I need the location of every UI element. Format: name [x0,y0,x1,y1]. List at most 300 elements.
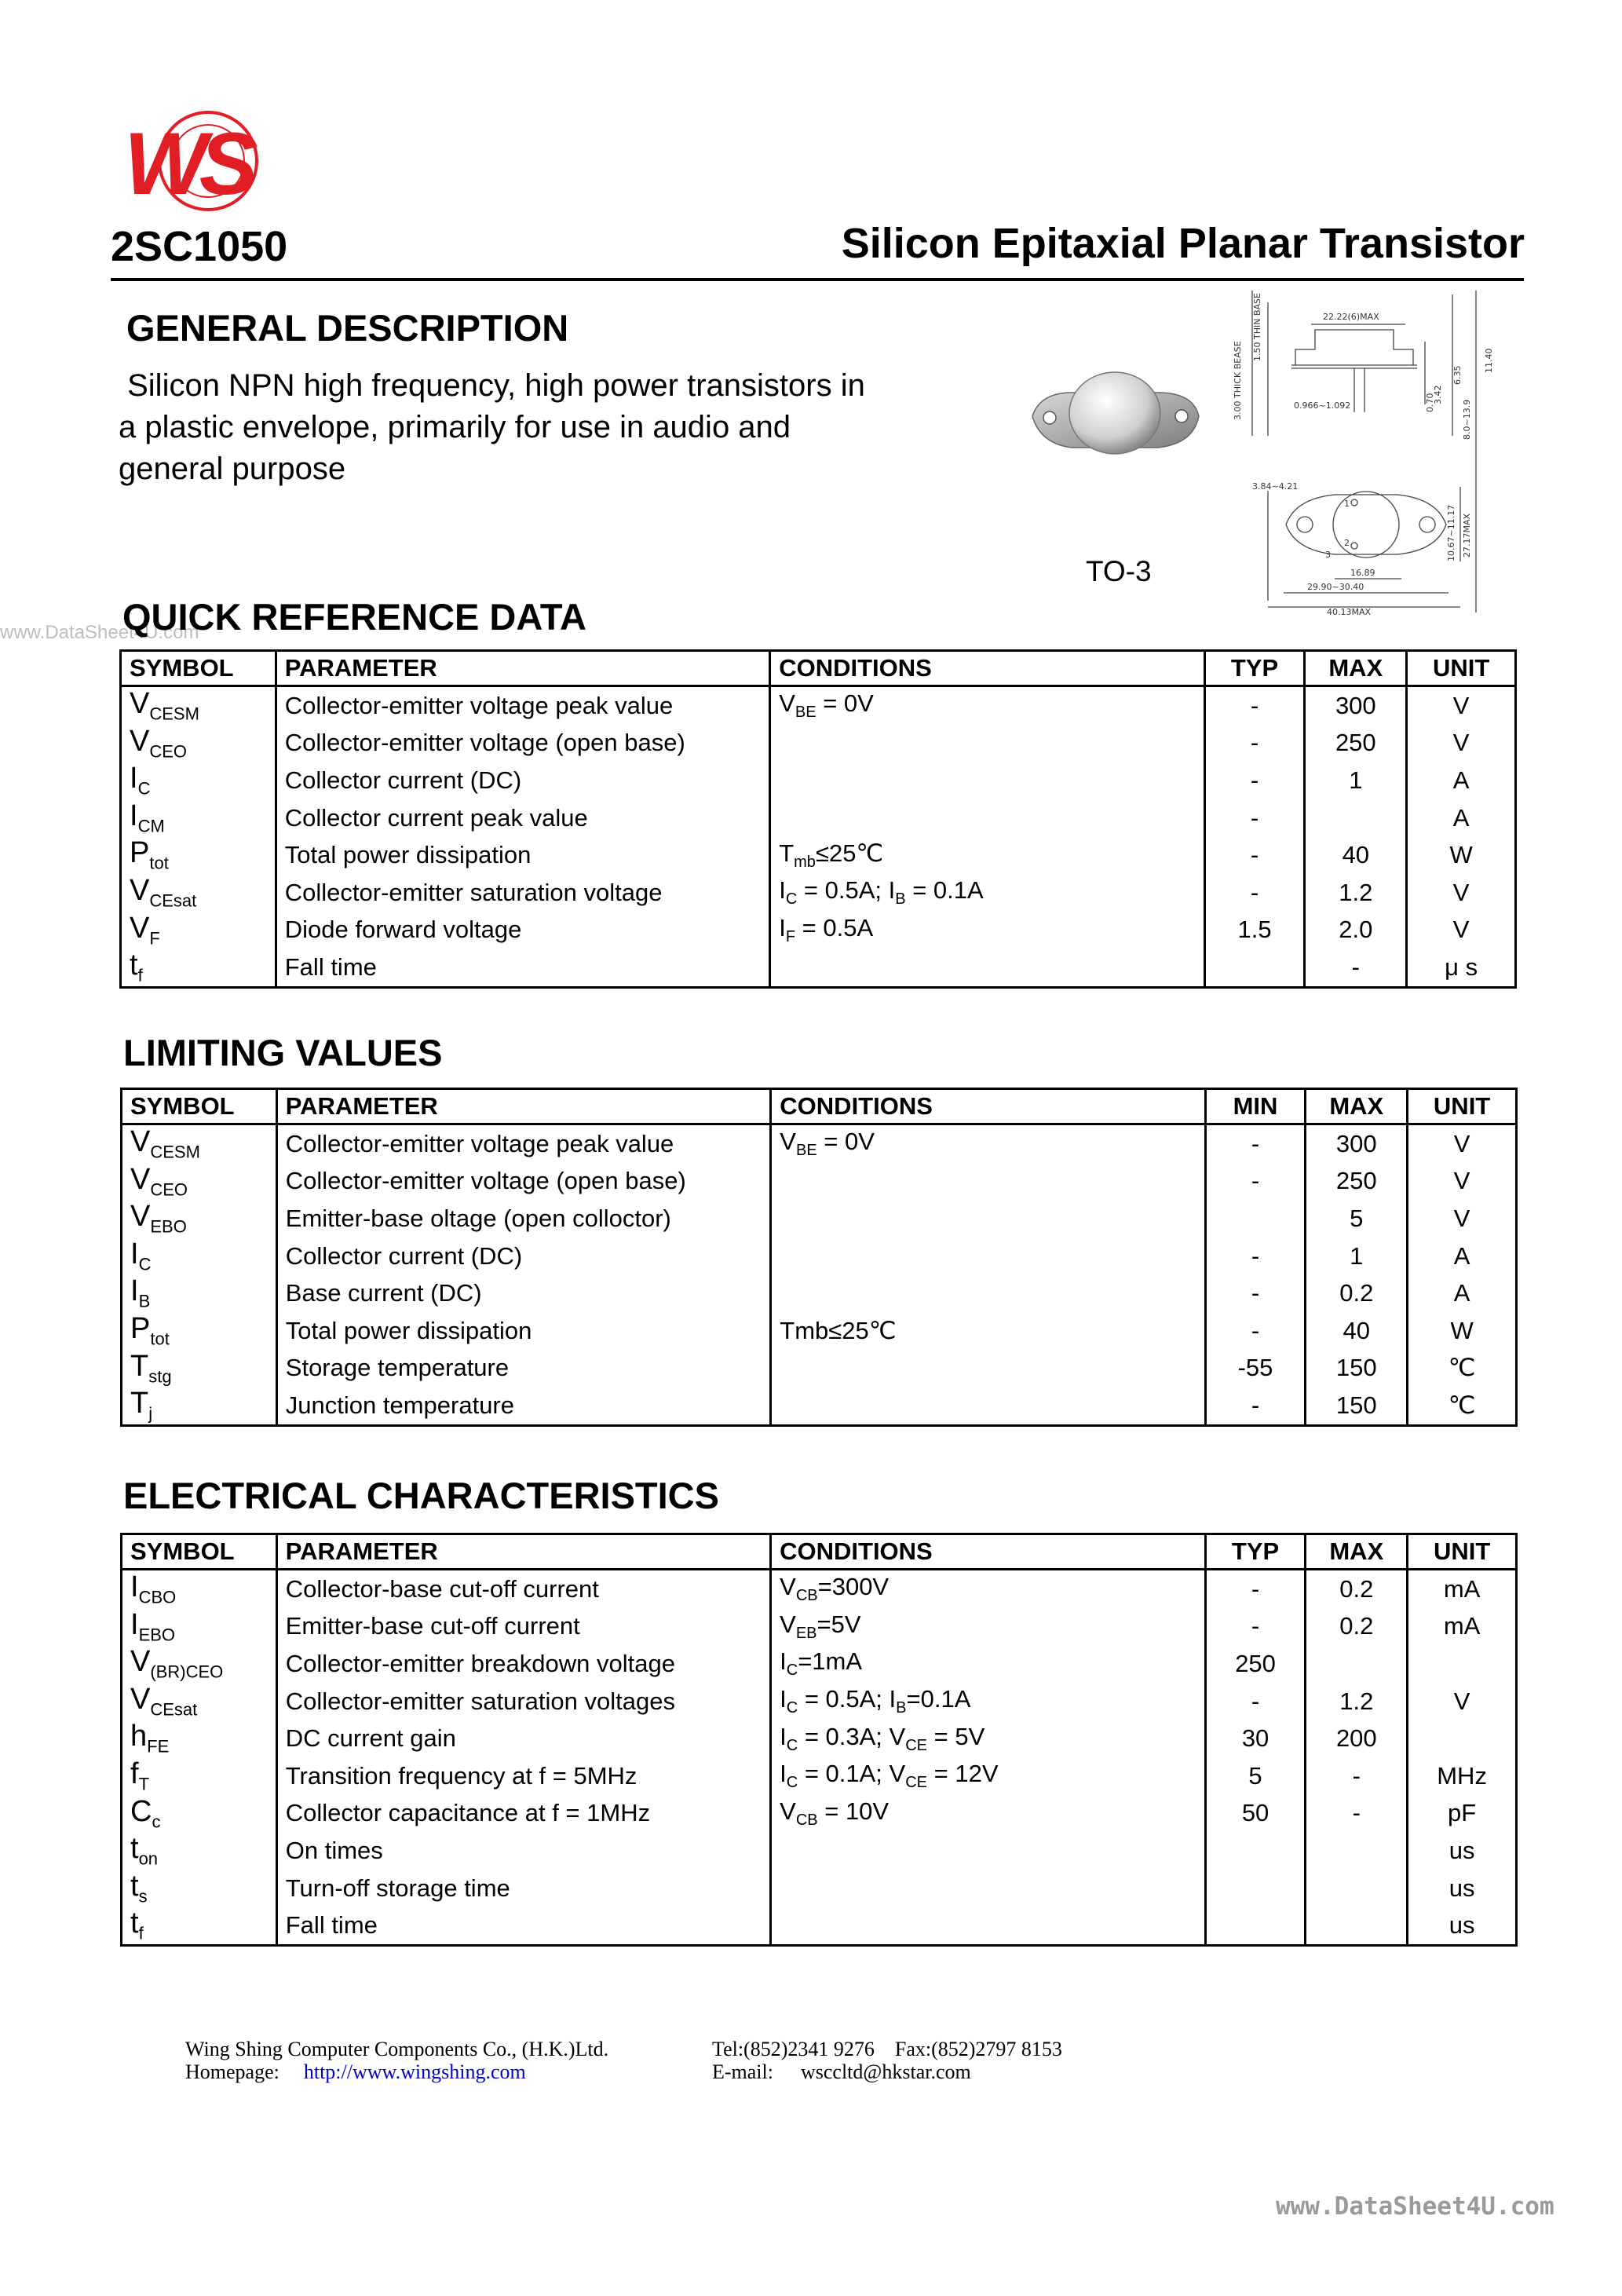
condition-text: = 0.5A; I [797,876,896,905]
parameter-cell: Emitter-base cut-off current [276,1608,770,1646]
conditions-cell [771,1163,1205,1201]
parameter-cell: Collector-emitter voltage (open base) [276,1163,771,1201]
conditions-cell [771,1907,1206,1945]
symbol-letter: I [130,799,138,832]
value-cell: - [1205,1124,1306,1163]
general-description-text [119,365,943,490]
limiting-values-table [120,1088,1518,1427]
condition-text: = 0V [816,1128,875,1156]
symbol-cell [121,836,276,874]
package-label: TO-3 [1086,555,1152,587]
condition-subscript: BE [795,1142,817,1160]
unit-cell: mA [1408,1608,1517,1646]
column-header: TYP [1204,651,1305,686]
symbol-cell [122,1870,277,1907]
table-row [121,912,1516,949]
symbol-letter: I [130,1607,139,1641]
table-row [122,1645,1517,1683]
column-header: CONDITIONS [771,1534,1206,1570]
table-row [122,1350,1517,1387]
symbol-letter: V [130,1645,151,1679]
value-cell: 0.2 [1306,1570,1408,1608]
condition-text: = 0.1A; V [798,1760,906,1788]
value-cell [1205,1907,1306,1945]
value-cell: 1.2 [1306,1683,1408,1720]
conditions-cell [771,1238,1205,1275]
dim-label: 10.67~11.17 [1446,504,1456,561]
condition-subscript: CB [795,1811,818,1829]
unit-cell: MHz [1408,1757,1517,1795]
unit-cell: μ s [1407,949,1516,987]
condition-text: T [779,839,795,867]
value-cell: 30 [1205,1720,1306,1757]
value-cell: 1 [1305,762,1407,799]
value-cell: - [1205,1387,1306,1425]
value-cell: 50 [1205,1795,1306,1833]
company-name: Wing Shing Computer Components Co., (H.K.)Ltd. [185,2038,609,2060]
conditions-cell [771,1720,1206,1757]
dim-label: 6.35 [1452,365,1463,385]
value-cell: 0.2 [1306,1608,1408,1646]
description-line: Silicon NPN high frequency, high power transistors in [119,368,865,403]
condition-subscript: C [785,890,798,909]
symbol-cell [122,1124,277,1163]
value-cell: - [1204,836,1305,874]
condition-text: = 12V [927,1760,999,1788]
column-header: UNIT [1408,1089,1517,1124]
table-row [122,1720,1517,1757]
symbol-subscript: tot [150,1329,170,1349]
logo-ring-graphic [118,106,267,216]
symbol-cell [122,1274,277,1312]
symbol-subscript: stg [148,1366,172,1387]
value-cell [1205,1870,1306,1907]
symbol-letter: V [130,1682,151,1716]
unit-cell: ℃ [1408,1350,1517,1387]
value-cell [1306,1907,1408,1945]
column-header: MIN [1205,1089,1306,1124]
symbol-letter: V [130,1200,151,1234]
symbol-cell [122,1832,277,1870]
conditions-cell [771,1570,1206,1608]
unit-cell: V [1408,1200,1517,1238]
condition-subscript: C [786,1736,798,1754]
value-cell: 200 [1306,1720,1408,1757]
email-label: E-mail: [712,2060,773,2083]
symbol-letter: P [130,1311,151,1345]
condition-text: = 5V [927,1722,985,1750]
parameter-cell: Collector-emitter saturation voltages [276,1683,770,1720]
value-cell: 40 [1305,836,1407,874]
symbol-cell [121,725,276,762]
condition-text: =300V [817,1573,890,1601]
symbol-cell [122,1163,277,1201]
value-cell: - [1204,799,1305,837]
symbol-letter: t [130,1832,139,1866]
value-cell: 250 [1205,1645,1306,1683]
column-header: UNIT [1408,1534,1517,1570]
unit-cell: us [1408,1870,1517,1907]
symbol-subscript: T [138,1774,150,1794]
dim-label: 3.84~4.21 [1252,481,1299,492]
parameter-cell: Diode forward voltage [276,912,769,949]
general-description-title: GENERAL DESCRIPTION [126,307,569,349]
dim-label: 27.17MAX [1462,513,1472,558]
condition-text: V [780,1128,796,1156]
dim-label: 3.42 [1433,385,1443,404]
unit-cell: W [1407,836,1516,874]
table-row [122,1274,1517,1312]
parameter-cell: Collector-base cut-off current [276,1570,770,1608]
symbol-subscript: FE [147,1736,170,1757]
symbol-subscript: (BR)CEO [150,1662,224,1682]
conditions-cell [770,799,1204,837]
symbol-cell [121,686,276,725]
table-row [122,1238,1517,1275]
parameter-cell: On times [276,1832,770,1870]
column-header: PARAMETER [276,1089,771,1124]
email-address: wsccltd@hkstar.com [800,2060,971,2083]
symbol-cell [121,912,276,949]
table-row [122,1683,1517,1720]
symbol-subscript: CEsat [150,1699,198,1720]
table-row [121,949,1516,987]
parameter-cell: Fall time [276,949,769,987]
condition-text: =0.1A [906,1684,971,1713]
conditions-cell [771,1387,1205,1425]
unit-cell [1408,1720,1517,1757]
condition-text: ≤25℃ [815,839,884,867]
symbol-cell [122,1757,277,1795]
symbol-letter: T [130,1349,149,1383]
value-cell: 300 [1306,1124,1408,1163]
conditions-cell [771,1200,1205,1238]
symbol-letter: V [130,1125,151,1158]
parameter-cell: Fall time [276,1907,770,1945]
condition-subscript: CB [795,1587,818,1605]
condition-text: I [780,1722,787,1750]
symbol-subscript: EBO [150,1216,187,1237]
value-cell: 150 [1306,1387,1408,1425]
value-cell: - [1205,1163,1306,1201]
dim-label: 22.22(6)MAX [1323,312,1379,322]
symbol-subscript: CM [137,816,165,836]
condition-subscript: EB [795,1624,817,1642]
symbol-letter: C [130,1794,152,1828]
conditions-cell [771,1645,1206,1683]
homepage-link[interactable]: http://www.wingshing.com [303,2060,526,2083]
symbol-subscript: CEO [149,741,188,762]
footer-company-block [185,2038,608,2083]
parameter-cell: Turn-off storage time [276,1870,770,1907]
value-cell: 1 [1306,1238,1408,1275]
condition-text: =5V [816,1610,861,1638]
symbol-letter: f [130,1757,139,1790]
value-cell: - [1306,1795,1408,1833]
unit-cell: V [1407,725,1516,762]
conditions-cell [771,1683,1206,1720]
document-title: Silicon Epitaxial Planar Transistor [841,220,1525,267]
column-header: MAX [1306,1534,1408,1570]
condition-subscript: B [895,890,906,909]
electrical-characteristics-table [120,1533,1518,1947]
condition-text: = 0.5A [795,913,874,941]
pin-label: 3 [1325,550,1331,560]
watermark-left: www.DataSheet4U.com [0,622,199,643]
condition-subscript: BE [795,704,816,722]
symbol-cell [122,1795,277,1833]
condition-text: = 0V [816,689,874,718]
table-row [121,799,1516,837]
parameter-cell: Collector current peak value [276,799,769,837]
symbol-letter: I [130,1570,139,1603]
dim-label: 11.40 [1484,348,1494,373]
value-cell: 1.5 [1204,912,1305,949]
condition-subscript: C [786,1774,798,1792]
table-row [122,1312,1517,1350]
value-cell [1205,1200,1306,1238]
value-cell: - [1205,1274,1306,1312]
parameter-cell: Collector-emitter voltage (open base) [276,725,769,762]
symbol-letter: t [130,949,138,982]
condition-subscript: mb [794,853,816,871]
conditions-cell [771,1124,1205,1163]
condition-text: V [779,689,795,718]
unit-cell: mA [1408,1570,1517,1608]
value-cell: 250 [1306,1163,1408,1201]
table-row [122,1163,1517,1201]
table-row [122,1757,1517,1795]
symbol-letter: t [130,1907,139,1940]
symbol-cell [122,1907,277,1945]
condition-text: = 0.5A; I [798,1684,897,1713]
symbol-subscript: C [138,1254,152,1274]
value-cell: - [1205,1608,1306,1646]
condition-text: I [779,876,786,905]
symbol-subscript: F [149,928,160,949]
column-header: PARAMETER [276,1534,770,1570]
symbol-subscript: f [137,965,143,985]
condition-text: I [779,913,786,941]
symbol-subscript: CESM [149,704,199,724]
parameter-cell: Storage temperature [276,1350,771,1387]
table-row [122,1907,1517,1945]
table-row [122,1832,1517,1870]
unit-cell: us [1408,1832,1517,1870]
dim-label: 40.13MAX [1327,607,1372,616]
symbol-cell [122,1387,277,1425]
condition-subscript: F [785,927,796,945]
symbol-letter: V [130,1162,151,1196]
condition-text: = 0.1A [905,876,984,905]
symbol-cell [122,1608,277,1646]
value-cell: - [1204,686,1305,725]
value-cell [1306,1832,1408,1870]
symbol-cell [121,874,276,912]
column-header: CONDITIONS [771,1089,1205,1124]
condition-text: I [780,1760,787,1788]
conditions-cell [770,686,1204,725]
parameter-cell: Collector-emitter voltage peak value [276,686,769,725]
table-row [121,762,1516,799]
email-line [712,2060,1062,2083]
value-cell [1306,1645,1408,1683]
parameter-cell: Base current (DC) [276,1274,771,1312]
condition-text: V [780,1610,796,1638]
symbol-letter: t [130,1869,139,1903]
watermark-bottom: www.DataSheet4U.com [1276,2192,1554,2221]
symbol-subscript: CEO [150,1179,188,1200]
symbol-cell [122,1570,277,1608]
table-row [122,1795,1517,1833]
table-row [122,1608,1517,1646]
table-row [121,725,1516,762]
symbol-subscript: B [138,1291,151,1311]
value-cell: - [1204,874,1305,912]
table-row [122,1200,1517,1238]
conditions-cell [771,1870,1206,1907]
value-cell: 300 [1305,686,1407,725]
unit-cell: pF [1408,1795,1517,1833]
symbol-letter: I [130,762,138,795]
symbol-cell [122,1350,277,1387]
symbol-cell [122,1683,277,1720]
symbol-subscript: C [137,778,151,799]
symbol-letter: P [130,836,150,870]
conditions-cell [770,762,1204,799]
company-logo [118,106,267,216]
table-row [122,1870,1517,1907]
dim-label: 1.50 THIN BASE [1252,293,1262,361]
conditions-cell [770,725,1204,762]
homepage-line [185,2060,608,2083]
value-cell: - [1205,1683,1306,1720]
pin-label: 1 [1344,499,1350,509]
description-line: a plastic envelope, primarily for use in audio and [119,410,791,444]
value-cell: - [1204,725,1305,762]
tel-fax: Tel:(852)2341 9276 Fax:(852)2797 8153 [712,2038,1062,2060]
parameter-cell: Total power dissipation [276,1312,771,1350]
column-header: SYMBOL [121,651,276,686]
limiting-values-title: LIMITING VALUES [123,1032,443,1073]
symbol-subscript: s [138,1886,148,1907]
value-cell: 150 [1306,1350,1408,1387]
logo-ws-text: WS [124,115,250,213]
symbol-subscript: CESM [150,1142,200,1162]
column-header: MAX [1306,1089,1408,1124]
condition-text: V [780,1573,796,1601]
parameter-cell: Transition frequency at f = 5MHz [276,1757,770,1795]
value-cell [1305,799,1407,837]
symbol-cell [121,949,276,987]
symbol-cell [122,1645,277,1683]
parameter-cell: Collector-emitter breakdown voltage [276,1645,770,1683]
unit-cell: V [1407,686,1516,725]
symbol-letter: V [130,724,150,758]
parameter-cell: Total power dissipation [276,836,769,874]
value-cell [1205,1832,1306,1870]
parameter-cell: DC current gain [276,1720,770,1757]
dim-label: 8.0~13.9 [1462,399,1472,440]
symbol-subscript: on [138,1848,159,1869]
unit-cell [1408,1645,1517,1683]
condition-text: V [780,1797,796,1825]
value-cell: 5 [1306,1200,1408,1238]
unit-cell: V [1408,1683,1517,1720]
symbol-cell [122,1200,277,1238]
conditions-cell [770,912,1204,949]
symbol-cell [122,1312,277,1350]
dim-label: 0.966~1.092 [1294,400,1351,411]
table-row [122,1387,1517,1425]
header-divider [111,278,1524,281]
condition-subscript: CE [905,1736,928,1754]
conditions-cell [771,1832,1206,1870]
unit-cell: V [1407,912,1516,949]
unit-cell: A [1408,1274,1517,1312]
condition-text: Tmb≤25℃ [780,1316,897,1344]
symbol-letter: V [130,911,150,945]
dim-label: 3.00 THICK BEASE [1233,341,1243,420]
dim-label: 16.89 [1350,568,1375,578]
symbol-subscript: CEsat [149,890,197,911]
symbol-cell [122,1720,277,1757]
value-cell: - [1205,1570,1306,1608]
condition-subscript: CE [905,1774,928,1792]
unit-cell: V [1408,1163,1517,1201]
symbol-subscript: c [152,1812,161,1832]
value-cell: - [1205,1238,1306,1275]
symbol-letter: V [130,687,150,720]
dim-label: 0.70 [1425,393,1435,412]
unit-cell: A [1408,1238,1517,1275]
unit-cell: A [1407,799,1516,837]
condition-text: I [780,1684,787,1713]
conditions-cell [771,1274,1205,1312]
symbol-letter: T [130,1387,149,1420]
conditions-cell [770,836,1204,874]
symbol-cell [122,1238,277,1275]
symbol-cell [121,762,276,799]
column-header: MAX [1305,651,1407,686]
unit-cell: V [1408,1124,1517,1163]
conditions-cell [770,949,1204,987]
condition-text: = 0.3A; V [798,1722,906,1750]
homepage-label: Homepage: [185,2060,279,2083]
symbol-letter: h [130,1720,148,1753]
conditions-cell [771,1795,1206,1833]
symbol-subscript: f [138,1923,144,1943]
symbol-subscript: j [148,1403,153,1424]
unit-cell: us [1408,1907,1517,1945]
value-cell: 1.2 [1305,874,1407,912]
conditions-cell [771,1608,1206,1646]
column-header: TYP [1205,1534,1306,1570]
condition-text: =1mA [798,1647,863,1676]
condition-subscript: B [896,1699,907,1717]
footer-contact-block [712,2038,1062,2083]
value-cell: 2.0 [1305,912,1407,949]
dim-label: 29.90~30.40 [1307,582,1364,592]
conditions-cell [771,1757,1206,1795]
condition-subscript: C [786,1662,798,1680]
conditions-cell [770,874,1204,912]
conditions-cell [771,1312,1205,1350]
table-row [121,686,1516,725]
symbol-subscript: CBO [138,1587,177,1607]
column-header: CONDITIONS [770,651,1204,686]
parameter-cell: Collector capacitance at f = 1MHz [276,1795,770,1833]
